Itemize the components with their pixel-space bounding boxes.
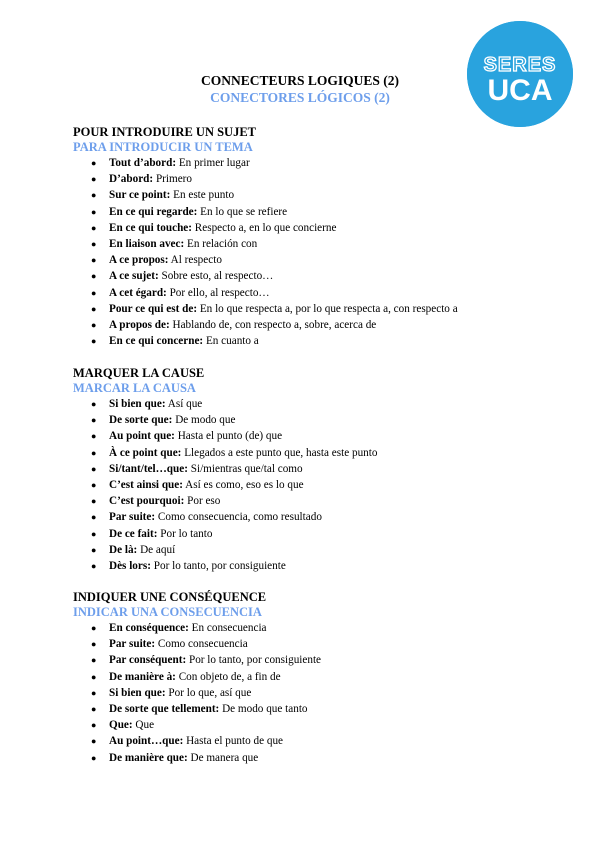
bullet-icon: ● bbox=[91, 463, 97, 474]
connector-term: Par conséquent: bbox=[109, 654, 187, 667]
connector-translation: Como consecuencia bbox=[157, 638, 248, 651]
section-indiquer-consequence bbox=[73, 590, 553, 766]
connector-term: Tout d’abord: bbox=[109, 157, 177, 169]
bullet-icon: ● bbox=[91, 496, 97, 507]
connector-term: Au point que: bbox=[109, 430, 175, 443]
connector-term: Que: bbox=[109, 719, 133, 732]
list-item bbox=[73, 268, 553, 284]
connector-term: D’abord: bbox=[109, 173, 154, 186]
list-item bbox=[73, 717, 553, 733]
connector-term: Si bien que: bbox=[109, 686, 166, 699]
connector-term: De manière que: bbox=[109, 751, 188, 764]
list-item bbox=[73, 204, 553, 220]
list-item bbox=[73, 301, 553, 317]
connector-term: Dès lors: bbox=[109, 560, 151, 573]
list-item bbox=[73, 171, 553, 187]
bullet-icon: ● bbox=[91, 415, 97, 426]
connector-list bbox=[73, 155, 553, 349]
connector-term: Pour ce qui est de: bbox=[109, 302, 198, 315]
connector-translation: Primero bbox=[155, 173, 192, 186]
connector-term: De manière à: bbox=[109, 670, 176, 683]
document-subtitle: CONECTORES LÓGICOS (2) bbox=[210, 90, 390, 105]
connector-translation: Por lo que, así que bbox=[168, 686, 252, 699]
list-item bbox=[73, 396, 553, 412]
bullet-icon: ● bbox=[91, 736, 97, 747]
connector-term: De sorte que: bbox=[109, 414, 173, 427]
connector-translation: Con objeto de, a fin de bbox=[178, 670, 281, 683]
connector-translation: Por lo tanto bbox=[160, 527, 213, 540]
connector-term: En liaison avec: bbox=[109, 238, 185, 251]
connector-list bbox=[73, 620, 553, 766]
list-item bbox=[73, 285, 553, 301]
connector-translation: Sobre esto, al respecto… bbox=[161, 270, 274, 283]
bullet-icon: ● bbox=[91, 512, 97, 523]
connector-translation: Llegados a este punto que, hasta este punto bbox=[184, 446, 378, 459]
list-item bbox=[73, 636, 553, 652]
connector-term: A ce propos: bbox=[109, 254, 169, 267]
connector-translation: En este punto bbox=[173, 189, 235, 202]
bullet-icon: ● bbox=[91, 271, 97, 282]
title-block bbox=[0, 72, 600, 106]
connector-term: En ce qui regarde: bbox=[109, 205, 198, 218]
bullet-icon: ● bbox=[91, 655, 97, 666]
bullet-icon: ● bbox=[91, 174, 97, 185]
list-item bbox=[73, 461, 553, 477]
connector-translation: Hasta el punto de que bbox=[186, 735, 284, 748]
bullet-icon: ● bbox=[91, 720, 97, 731]
bullet-icon: ● bbox=[91, 431, 97, 442]
bullet-icon: ● bbox=[91, 158, 97, 168]
bullet-icon: ● bbox=[91, 206, 97, 217]
connector-translation: Así que bbox=[167, 398, 203, 410]
connector-translation: Hablando de, con respecto a, sobre, acerca de bbox=[172, 319, 377, 332]
connector-term: A ce sujet: bbox=[109, 270, 159, 283]
bullet-icon: ● bbox=[91, 222, 97, 233]
section-subtitle: PARA INTRODUCIR UN TEMA bbox=[73, 140, 253, 154]
connector-translation: De modo que tanto bbox=[222, 703, 308, 716]
connector-term: De là: bbox=[109, 543, 138, 556]
connector-translation: En lo que se refiere bbox=[200, 205, 288, 218]
bullet-icon: ● bbox=[91, 623, 97, 633]
section-title: INDIQUER UNE CONSÉQUENCE bbox=[73, 590, 267, 604]
section-title: POUR INTRODUIRE UN SUJET bbox=[73, 125, 257, 139]
bullet-icon: ● bbox=[91, 320, 97, 331]
section-marquer-cause bbox=[73, 366, 553, 574]
list-item bbox=[73, 252, 553, 268]
list-item bbox=[73, 187, 553, 203]
bullet-icon: ● bbox=[91, 190, 97, 201]
section-introduire-sujet bbox=[73, 125, 553, 349]
list-item bbox=[73, 412, 553, 428]
bullet-icon: ● bbox=[91, 255, 97, 266]
connector-translation: Por lo tanto, por consiguiente bbox=[153, 560, 286, 573]
list-item bbox=[73, 493, 553, 509]
bullet-icon: ● bbox=[91, 528, 97, 539]
connector-translation: Por eso bbox=[187, 495, 221, 508]
connector-term: A propos de: bbox=[109, 319, 170, 332]
connector-term: Au point…que: bbox=[109, 735, 184, 748]
section-title: MARQUER LA CAUSE bbox=[73, 366, 205, 380]
connector-translation: En consecuencia bbox=[191, 622, 267, 634]
connector-translation: Que bbox=[135, 719, 155, 732]
list-item bbox=[73, 317, 553, 333]
bullet-icon: ● bbox=[91, 336, 97, 347]
connector-list bbox=[73, 396, 553, 574]
connector-term: Sur ce point: bbox=[109, 189, 171, 202]
list-item bbox=[73, 509, 553, 525]
bullet-icon: ● bbox=[91, 639, 97, 650]
list-item bbox=[73, 558, 553, 574]
connector-term: Par suite: bbox=[109, 511, 156, 524]
connector-term: En conséquence: bbox=[109, 622, 189, 634]
section-subtitle: MARCAR LA CAUSA bbox=[73, 381, 196, 395]
connector-translation: De manera que bbox=[190, 751, 259, 764]
connector-term: A cet égard: bbox=[109, 286, 167, 299]
connector-translation: Al respecto bbox=[170, 254, 222, 267]
connector-term: À ce point que: bbox=[109, 446, 182, 459]
connector-term: De ce fait: bbox=[109, 527, 158, 540]
connector-term: En ce qui concerne: bbox=[109, 335, 204, 348]
connector-translation: En cuanto a bbox=[205, 335, 259, 348]
list-item bbox=[73, 236, 553, 252]
connector-term: Si/tant/tel…que: bbox=[109, 462, 188, 475]
connector-translation: Si/mientras que/tal como bbox=[190, 462, 303, 475]
bullet-icon: ● bbox=[91, 544, 97, 555]
logo-line1: SERES bbox=[483, 54, 557, 76]
connector-translation: Por ello, al respecto… bbox=[169, 286, 270, 299]
connector-term: C’est ainsi que: bbox=[109, 479, 183, 492]
connector-translation: De modo que bbox=[175, 414, 236, 427]
list-item bbox=[73, 445, 553, 461]
bullet-icon: ● bbox=[91, 704, 97, 715]
connector-translation: En primer lugar bbox=[178, 157, 250, 169]
list-item bbox=[73, 333, 553, 349]
connector-term: Par suite: bbox=[109, 638, 156, 651]
list-item bbox=[73, 477, 553, 493]
list-item bbox=[73, 428, 553, 444]
connector-translation: En lo que respecta a, por lo que respecta a, con respecto a bbox=[199, 302, 458, 315]
document-title: CONNECTEURS LOGIQUES (2) bbox=[200, 73, 400, 88]
list-item bbox=[73, 620, 553, 636]
list-item bbox=[73, 652, 553, 668]
bullet-icon: ● bbox=[91, 671, 97, 682]
bullet-icon: ● bbox=[91, 447, 97, 458]
bullet-icon: ● bbox=[91, 239, 97, 250]
list-item bbox=[73, 669, 553, 685]
list-item bbox=[73, 750, 553, 766]
connector-translation: Por lo tanto, por consiguiente bbox=[188, 654, 322, 667]
connector-term: Si bien que: bbox=[109, 398, 166, 410]
connector-term: En ce qui touche: bbox=[109, 221, 192, 234]
connector-term: De sorte que tellement: bbox=[109, 703, 220, 716]
connector-translation: Como consecuencia, como resultado bbox=[157, 511, 322, 524]
list-item bbox=[73, 542, 553, 558]
connector-translation: Respecto a, en lo que concierne bbox=[194, 221, 337, 234]
connector-translation: De aquí bbox=[140, 543, 176, 556]
connector-term: C’est pourquoi: bbox=[109, 495, 185, 508]
section-subtitle: INDICAR UNA CONSECUENCIA bbox=[73, 605, 262, 619]
bullet-icon: ● bbox=[91, 480, 97, 491]
list-item bbox=[73, 220, 553, 236]
logo-line2: UCA bbox=[487, 74, 553, 107]
list-item bbox=[73, 733, 553, 749]
bullet-icon: ● bbox=[91, 303, 97, 314]
bullet-icon: ● bbox=[91, 687, 97, 698]
bullet-icon: ● bbox=[91, 399, 97, 409]
list-item bbox=[73, 155, 553, 171]
list-item bbox=[73, 701, 553, 717]
list-item bbox=[73, 685, 553, 701]
bullet-icon: ● bbox=[91, 561, 97, 572]
connector-translation: Así es como, eso es lo que bbox=[185, 479, 304, 492]
bullet-icon: ● bbox=[91, 752, 97, 763]
bullet-icon: ● bbox=[91, 287, 97, 298]
connector-translation: En relación con bbox=[187, 238, 258, 251]
list-item bbox=[73, 526, 553, 542]
connector-translation: Hasta el punto (de) que bbox=[177, 430, 283, 443]
